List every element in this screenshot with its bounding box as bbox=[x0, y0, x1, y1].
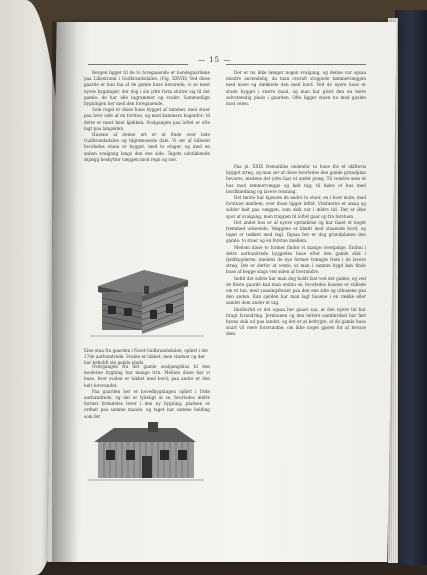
right-column-bottom-text bbox=[226, 164, 366, 542]
left-column-bottom-text bbox=[84, 364, 210, 419]
paragraph: Der er nu ikke længer nogen svalgang, og denne var ogsaa mindre anvendelig, da man overalt stoppede tømmervæggen med mose og dækkede den med bord. Ved de nyere huse er stuen bygget i større maal, og man har givet den en mere selvstændig plads i gaarden. Ofte ligger stuen nu med gavlen mod veien. bbox=[226, 70, 366, 107]
page-number: — 15 — bbox=[198, 56, 232, 64]
paragraph: Paa pl. XXIX fremstilles nedenfor to huse fra et skiftevis bygget strøg, og man ser af disse hvorledes den gamle grundplan bevares, medens det ydre faar et andet præg. Til venstre sees et hus med tømmervægge og høit tag; til høire et hus med bordklædning og lavere reisning. bbox=[226, 164, 366, 194]
paragraph: Som regel er disse huse bygget af tømmer, med stuer paa hver side af en forstue, og med kammers bagenfor; til dette er mest føiet kjøkken. Svalgangen paa loftet er ofte lagt paa langsiden. bbox=[84, 107, 210, 131]
header-rule-left bbox=[88, 64, 188, 65]
log-house-illustration bbox=[84, 256, 210, 344]
left-column-top-text bbox=[84, 70, 210, 255]
paragraph: Paa gaarden her er hovedbygningen opført i 18de aarhundrede, og det er tydeligt at se, hvorledes ældre former fremdeles lever i den ny bygning; pladsen er ordnet paa samme maade, og taget har samme helding som før. bbox=[84, 388, 210, 419]
log-house-drawing bbox=[84, 256, 210, 344]
paragraph: Bergen ligger til de to foregaaende er bondegaardene paa Lillestrand i Gudbrandsdalen. (Fig. XXVIII) Ved disse gaarde er kun faa af de gamle huse bevarede; vi se mest nyere bygninger, der dog i sin ydre form slutter sig til det gamle; de har alle tagrammer og svaler. Sammenlign bygningen her med den foregaaende. bbox=[84, 70, 210, 107]
gutter-shadow bbox=[52, 22, 78, 562]
right-column-top-text bbox=[226, 70, 366, 132]
board-house-drawing bbox=[84, 420, 210, 490]
book-cover-edge bbox=[395, 10, 427, 565]
paragraph: Imidlertid er det ogsaa her gaaet saa, at den nyere tid har bragt forandring. Jernbanen og den lettere samfærdsel har ført byens skik ud paa landet, og det er at befrygte, at de gamle huse snart vil være forsvundne, om ikke noget gjøres for at bevare dem. bbox=[226, 306, 366, 337]
paragraph: Indtil det sidste har man dog holdt fast ved det gamle, og ved de fleste gaarde kan man endnu se, hvorledes husene er stillede om et tun, med vaaningshuset paa den ene side og uthusene paa den anden. Kun sjelden har man lagt husene i en række eller samlet dem under et tag. bbox=[226, 275, 366, 306]
board-house-illustration bbox=[84, 420, 210, 490]
header-rule-right bbox=[226, 64, 366, 65]
paragraph: Husene af denne art er at finde over hele Gudbrandsdalen og tilgrænsende dale. Vi ser af billedet hvorledes stuen er bygget, med to etager, og med en aaben svalgang langs den ene side. Tagets udstikkende skjægg beskytter væggen mod regn og sne. bbox=[84, 132, 210, 162]
paragraph: Mellem disse to former finder vi mange overgange. Endnu i dette aarhundrede byggedes huse efter den gamle skik i fjeldbygderne, medens de nye former trængte frem i de lavere strøg. Det er derfor at vente, at man i samme bygd kan finde huse af begge slags ved siden af hverandre. bbox=[226, 244, 366, 275]
paragraph: Overgangen fra det gamle svalgangshus til den moderne bygning har mange trin. Mellem disse har vi huse, hvor svalen er lukket med bord; paa andre er den helt forsvundet. bbox=[84, 364, 210, 388]
paragraph: Det første har ligesom de andre to stuer, en i hver ende, med forstuen imellem; over disse ligger loftet. Vinduerne er smaa og sidder høit paa væggen, som skik var i ældre tid. Der er ikke spor af svalgang, men trappen til loftet gaar op fra forstuen. bbox=[226, 195, 366, 219]
caption-upper: Eine stua fra gaarden i Nord-Gudbrandsdalen, opført i det 17de aarhundrede. Svalen er lukket, men vinduer og dør har beholdt sin gamle plads. bbox=[84, 348, 209, 365]
paragraph: Det andet hus er af nyere oprindelse og har faaet et noget fremmed udseende. Væggene er klædt med staaende bord, og taget er tækket med tegl. Ogsaa her er dog grundplanen den gamle: to stuer og en forstue imellem. bbox=[226, 219, 366, 244]
